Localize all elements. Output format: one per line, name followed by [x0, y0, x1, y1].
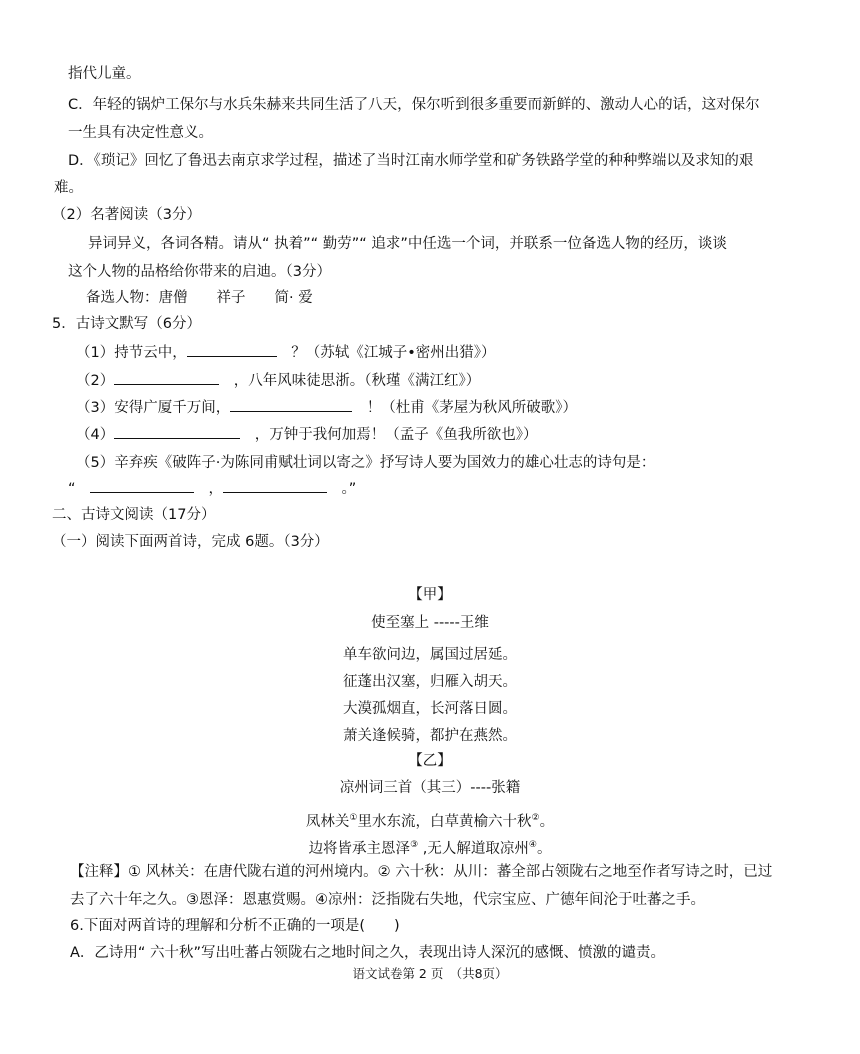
answer-blank-3[interactable] — [230, 397, 352, 412]
q5-item4-prefix: （4） — [76, 427, 115, 443]
option-d-line2: 难。 — [54, 180, 83, 196]
q5-item5-answer-line — [68, 478, 356, 499]
answer-blank-5b[interactable] — [223, 478, 327, 493]
q5-item3-prefix: （3）安得广厦千万间， — [76, 400, 231, 416]
poem2-title: 凉州词三首（其三）----张籍 — [339, 780, 521, 796]
footnote-marker-3: ③ — [410, 840, 419, 850]
poem2-line2-part2: ,无人解道取凉州 — [418, 840, 529, 857]
q5-item1 — [76, 342, 496, 363]
poem1-tag: 【甲】 — [408, 587, 452, 603]
poem1-line1: 单车欲问边，属国过居延。 — [343, 647, 517, 663]
q5-item5: （5）辛弃疾《破阵子·为陈同甫赋壮词以寄之》抒写诗人要为国效力的雄心壮志的诗句是： — [76, 455, 656, 471]
section2-heading: 二、古诗文阅读（17分） — [52, 507, 216, 523]
poem2-line2-end: 。 — [536, 840, 552, 857]
question6-prompt: 6.下面对两首诗的理解和分析不正确的一项是( ) — [70, 918, 400, 934]
comma: ， — [208, 481, 224, 497]
poem2-line2 — [0, 835, 860, 859]
q5-item4-suffix: ，万钟于我何加焉！（孟子《鱼我所欲也》） — [254, 427, 538, 443]
poem1-line2: 征蓬出汉塞，归雁入胡天。 — [343, 674, 517, 690]
poem2-line1-end: 。 — [539, 813, 555, 830]
question5-heading: 5．古诗文默写（6分） — [52, 316, 201, 332]
q5-item2-suffix: ，八年风味徒思浙。（秋瑾《满江红》） — [233, 373, 481, 389]
notes-line2: 去了六十年之久。③恩泽：恩惠赏赐。④凉州：泛指陇右失地，代宗宝应、广德年间沦于吐蕃之手。 — [70, 892, 705, 908]
option-c-line1: C．年轻的锅炉工保尔与水兵朱赫来共同生活了八天，保尔听到很多重要而新鲜的、激动人心的话，这对保尔 — [68, 97, 760, 113]
q5-item4 — [76, 424, 537, 445]
poem1-line4: 萧关逢候骑，都护在燕然。 — [343, 728, 517, 744]
poem1-title: 使至塞上 -----王维 — [371, 615, 489, 631]
option-c-line2: 一生具有决定性意义。 — [68, 125, 213, 141]
q5-item1-prefix: （1）持节云中， — [76, 345, 187, 361]
footnote-marker-4: ④ — [528, 840, 537, 850]
question2-heading: （2）名著阅读（3分） — [52, 207, 201, 223]
q5-item1-suffix: ？（苏轼《江城子•密州出猎》） — [291, 345, 496, 361]
footnote-marker-1: ① — [349, 813, 358, 823]
q5-item3 — [76, 397, 577, 418]
q5-item2 — [76, 370, 480, 391]
question2-prompt-line1: 异词异义，各词各精。请从“ 执着”“ 勤劳”“ 追求”中任选一个词，并联系一位备选人物的经历，谈谈 — [88, 236, 727, 252]
section2-part1-heading: （一）阅读下面两首诗，完成 6题。（3分） — [52, 534, 329, 550]
poem2-line1-part2: 里水东流，白草黄榆六十秋 — [357, 813, 532, 830]
poem2-line1 — [0, 808, 860, 832]
option-d-line1: D．《琐记》回忆了鲁迅去南京求学过程，描述了当时江南水师学堂和矿务铁路学堂的种种弊端以及求知的艰 — [68, 153, 754, 169]
page-footer: 语文试卷第 2 页 （共8页） — [352, 966, 508, 981]
answer-blank-5a[interactable] — [90, 478, 194, 493]
poem2-tag: 【乙】 — [408, 753, 452, 769]
poem2-line1-part1: 凤林关 — [305, 813, 350, 830]
answer-blank-1[interactable] — [187, 342, 277, 357]
question6-option-a: A．乙诗用“ 六十秋”写出吐蕃占领陇右之地时间之久，表现出诗人深沉的感慨、愤激的谴责。 — [70, 945, 666, 961]
answer-blank-2[interactable] — [114, 370, 219, 385]
q5-item2-prefix: （2） — [76, 373, 115, 389]
question2-prompt-line2: 这个人物的品格给你带来的启迪。（3分） — [68, 264, 331, 280]
candidate-list: 备选人物：唐僧 祥子 简· 爱 — [86, 290, 313, 306]
notes-line1: 【注释】① 风林关：在唐代陇右道的河州境内。② 六十秋：从川：蕃全部占领陇右之地至作者写诗之时，已过 — [70, 864, 773, 880]
answer-blank-4[interactable] — [114, 424, 240, 439]
footnote-marker-2: ② — [531, 813, 540, 823]
close-quote: 。” — [341, 481, 357, 497]
q5-item3-suffix: ！（杜甫《茅屋为秋风所破歌》） — [366, 400, 577, 416]
poem2-line2-part1: 边将皆承主恩泽 — [308, 840, 411, 857]
option-a-end: 指代儿童。 — [68, 66, 141, 82]
poem1-line3: 大漠孤烟直，长河落日圆。 — [343, 701, 517, 717]
open-quote: “ — [68, 481, 76, 497]
